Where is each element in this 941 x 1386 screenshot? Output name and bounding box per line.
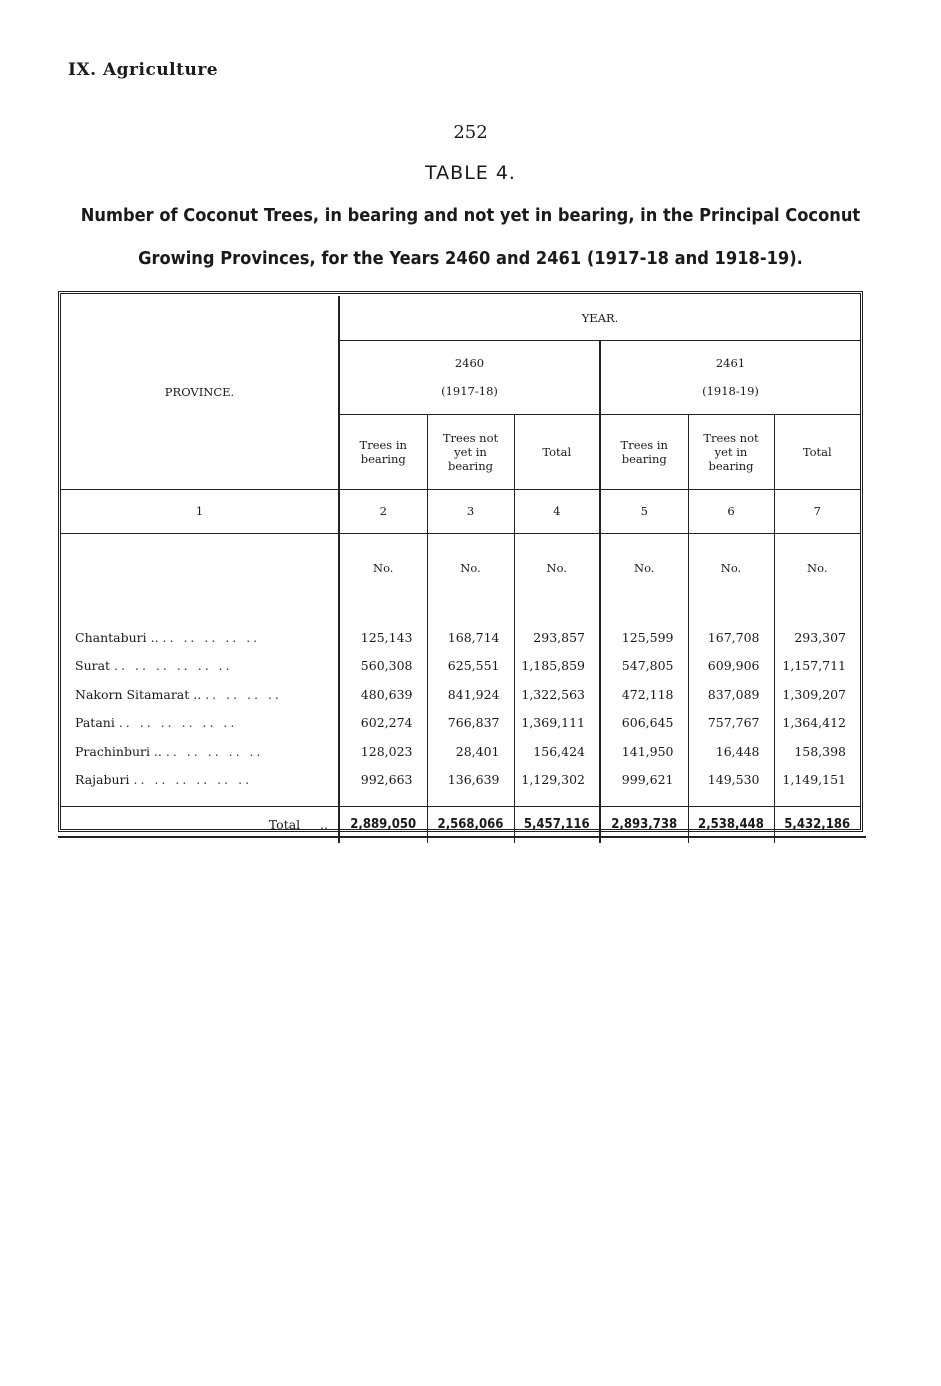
total-cell: 5,457,116 [518,806,595,843]
bottom-rule [58,836,866,838]
year-2461-range: (1918-19) [702,384,759,398]
data-cell: 125,143 [339,623,427,652]
table-row [61,680,860,709]
table-row [61,652,860,681]
data-cell: 999,621 [600,766,688,795]
col-header-4: Total [514,414,600,489]
col-header-6: Trees not yet in bearing [688,414,774,489]
data-cell: 1,149,151 [774,766,860,795]
year-2461-label: 2461 [715,356,746,370]
data-cell: 602,274 [339,709,427,738]
total-cell: 5,432,186 [778,806,855,843]
col-number: 2 [339,489,427,533]
section-heading: IX. Agriculture [68,60,219,80]
province-name: Patani .. .. .. .. .. .. [75,715,238,731]
data-cell: 28,401 [427,737,514,766]
total-cell: 2,568,066 [431,806,509,843]
data-cell: 156,424 [514,737,600,766]
unit-label: No. [600,533,688,603]
table-label: TABLE 4. [425,162,516,184]
coconut-trees-table [61,296,860,843]
data-cell: 625,551 [427,652,514,681]
year-header: YEAR. [339,296,860,340]
data-cell: 841,924 [427,680,514,709]
data-cell: 992,663 [339,766,427,795]
data-cell: 168,714 [427,623,514,652]
data-cell: 480,639 [339,680,427,709]
col-header-7: Total [774,414,860,489]
total-cell: 2,538,448 [692,806,769,843]
data-cell: 766,837 [427,709,514,738]
data-cell: 136,639 [427,766,514,795]
year-2461-header [600,340,860,414]
table-row [61,709,860,738]
table-title-line-1: Number of Coconut Trees, in bearing and not yet in bearing, in the Principal Coconut [80,206,861,226]
unit-label: No. [774,533,860,603]
col-header-2: Trees in bearing [339,414,427,489]
unit-label: No. [339,533,427,603]
data-cell: 609,906 [688,652,774,681]
table-row [61,737,860,766]
col-number: 4 [514,489,600,533]
table-title-line-2: Growing Provinces, for the Years 2460 and 2461 (1917-18 and 1918-19). [138,249,803,269]
data-cell: 149,530 [688,766,774,795]
data-cell: 606,645 [600,709,688,738]
col-number: 5 [600,489,688,533]
data-cell: 141,950 [600,737,688,766]
unit-label: No. [514,533,600,603]
data-cell: 547,805 [600,652,688,681]
data-cell: 472,118 [600,680,688,709]
total-label: Total .. [61,806,339,843]
col-number: 7 [774,489,860,533]
province-name: Chantaburi .. .. .. .. .. .. [75,629,261,645]
data-cell: 293,857 [514,623,600,652]
data-cell: 757,767 [688,709,774,738]
col-number: 1 [61,489,339,533]
data-cell: 1,364,412 [774,709,860,738]
province-name: Rajaburi .. .. .. .. .. .. [75,772,253,788]
data-cell: 1,157,711 [774,652,860,681]
data-cell: 293,307 [774,623,860,652]
data-cell: 158,398 [774,737,860,766]
col-number: 3 [427,489,514,533]
total-cell: 2,893,738 [604,806,683,843]
data-cell: 1,129,302 [514,766,600,795]
data-cell: 1,185,859 [514,652,600,681]
province-name: Prachinburi .. .. .. .. .. .. [75,743,264,759]
province-header: PROVINCE. [61,296,339,489]
data-cell: 560,308 [339,652,427,681]
province-name: Nakorn Sitamarat .. .. .. .. .. [75,686,282,702]
data-cell: 128,023 [339,737,427,766]
table-row [61,623,860,652]
total-cell: 2,889,050 [343,806,422,843]
data-cell: 1,369,111 [514,709,600,738]
year-2460-header [339,340,600,414]
unit-label: No. [427,533,514,603]
data-cell: 125,599 [600,623,688,652]
page-number: 252 [453,122,488,143]
data-cell: 16,448 [688,737,774,766]
year-2460-range: (1917-18) [441,384,498,398]
data-cell: 1,322,563 [514,680,600,709]
col-number: 6 [688,489,774,533]
data-cell: 837,089 [688,680,774,709]
table-row [61,766,860,795]
data-cell: 1,309,207 [774,680,860,709]
unit-label: No. [688,533,774,603]
province-name: Surat .. .. .. .. .. .. [75,658,233,674]
col-header-5: Trees in bearing [600,414,688,489]
year-2460-label: 2460 [454,356,485,370]
data-cell: 167,708 [688,623,774,652]
col-header-3: Trees not yet in bearing [427,414,514,489]
